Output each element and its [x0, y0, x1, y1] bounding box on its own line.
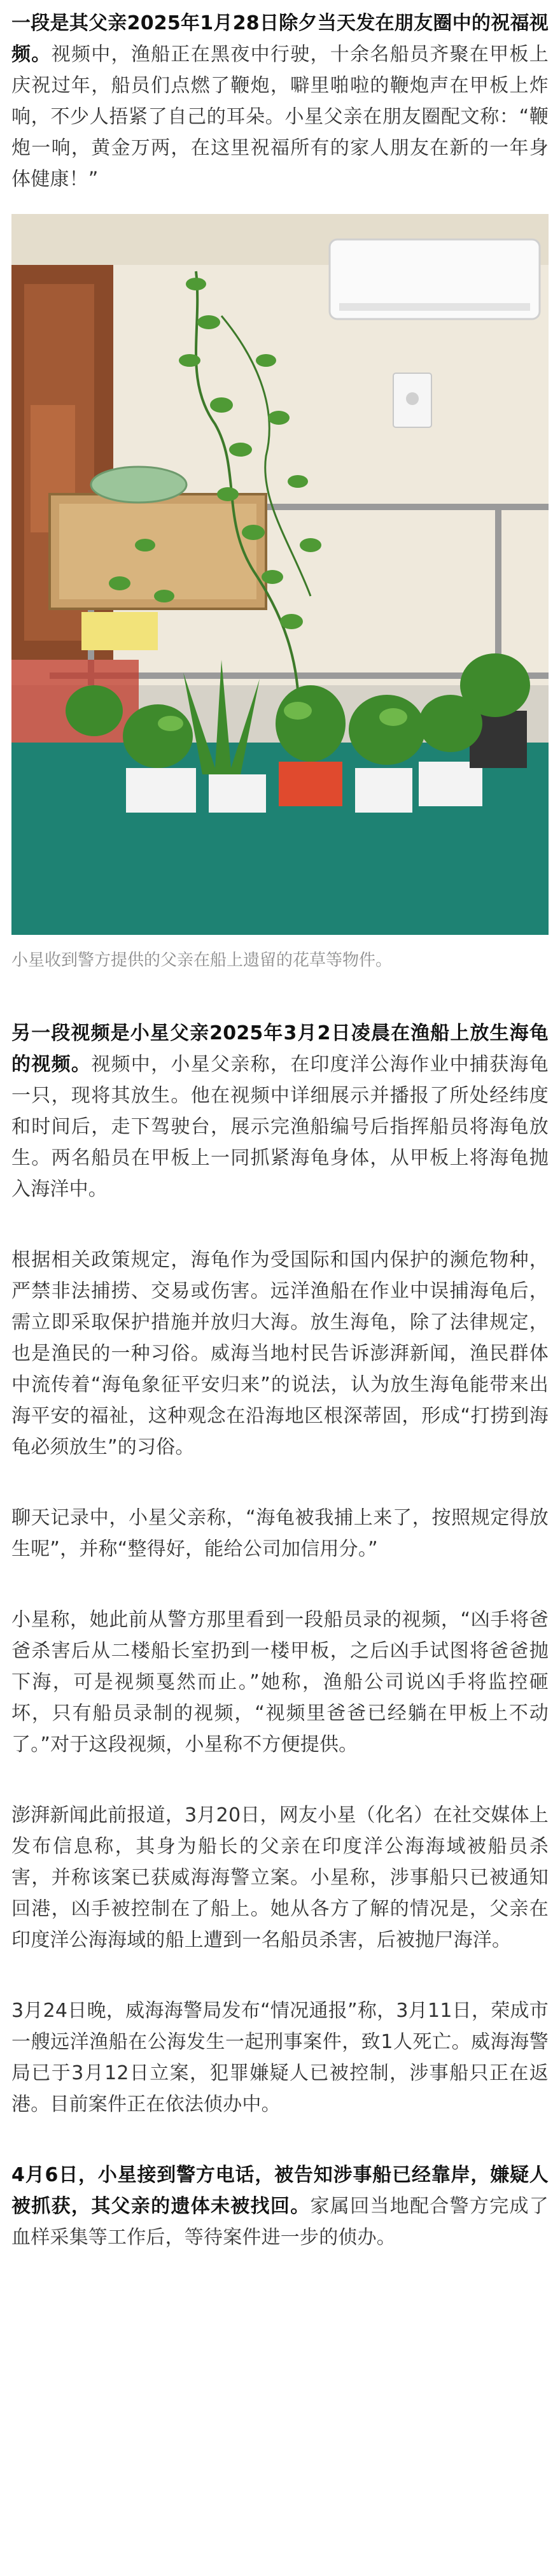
paragraph-4: 聊天记录中，小星父亲称，“海龟被我捕上来了，按照规定得放生呢”，并称“整得好，能给公司加信用分。”	[11, 1507, 549, 1560]
paragraph-8-lead: 4月6日，小星接到警方电话，被告知涉事船已经靠岸，嫌疑人被抓获，其父亲的遗体未被找回。	[11, 2164, 549, 2217]
paragraph-7: 3月24日晚，威海海警局发布“情况通报”称，3月11日，荣成市一艘远洋渔船在公海发生一起刑事案件，致1人死亡。威海海警局已于3月12日立案，犯罪嫌疑人已被控制，涉事船只正在返港。目前案件正在依法侦办中。	[11, 2000, 549, 2116]
paragraph-6: 澎湃新闻此前报道，3月20日，网友小星（化名）在社交媒体上发布信息称，其身为船长的父亲在印度洋公海海域被船员杀害，并称该案已获威海海警立案。小星称，涉事船只已被通知回港，凶手被控制在了船上。她从各方了解的情况是，父亲在印度洋公海海域的船上遭到一名船员杀害，后被抛尸海洋。	[11, 1804, 549, 1951]
article-photo-plants	[11, 214, 549, 935]
paragraph-2-text: 视频中，小星父亲称，在印度洋公海作业中捕获海龟一只，现将其放生。他在视频中详细展示并播报了所处经纬度和时间后，走下驾驶台，展示完渔船编号后指挥船员将海龟放生。两名船员在甲板上一同抓紧海龟身体，从甲板上将海龟抛入海洋中。	[11, 1053, 549, 1200]
paragraph-1	[11, 8, 549, 195]
paragraph-2	[11, 1018, 549, 1205]
paragraph-5: 小星称，她此前从警方那里看到一段船员录的视频，“凶手将爸爸杀害后从二楼船长室扔到一楼甲板，之后凶手试图将爸爸抛下海，可是视频戛然而止。”她称，渔船公司说凶手将监控砸坏，只有船员录制的视频，“视频里爸爸已经躺在甲板上不动了。”对于这段视频，小星称不方便提供。	[11, 1609, 549, 1756]
photo-caption: 小星收到警方提供的父亲在船上遗留的花草等物件。	[11, 951, 393, 970]
paragraph-2-lead: 另一段视频是小星父亲2025年3月2日凌晨在渔船上放生海龟的视频。	[11, 1022, 549, 1076]
paragraph-1-text: 视频中，渔船正在黑夜中行驶，十余名船员齐聚在甲板上庆祝过年，船员们点燃了鞭炮，噼里啪啦的鞭炮声在甲板上炸响，不少人捂紧了自己的耳朵。小星父亲在朋友圈配文称：“鞭炮一响，黄金万两，在这里祝福所有的家人朋友在新的一年身体健康！”	[11, 43, 549, 190]
article-body	[11, 8, 549, 2253]
paragraph-1-lead: 一段是其父亲2025年1月28日除夕当天发在朋友圈中的祝福视频。	[11, 12, 549, 66]
paragraph-8	[11, 2160, 549, 2253]
paragraph-8-text: 家属回当地配合警方完成了血样采集等工作后，等待案件进一步的侦办。	[11, 2195, 549, 2249]
paragraph-3: 根据相关政策规定，海龟作为受国际和国内保护的濒危物种，严禁非法捕捞、交易或伤害。远洋渔船在作业中误捕海龟后，需立即采取保护措施并放归大海。放生海龟，除了法律规定，也是渔民的一种习俗。威海当地村民告诉澎湃新闻，渔民群体中流传着“海龟象征平安归来”的说法，认为放生海龟能带来出海平安的福祉，这种观念在沿海地区根深蒂固，形成“打捞到海龟必须放生”的习俗。	[11, 1249, 549, 1458]
